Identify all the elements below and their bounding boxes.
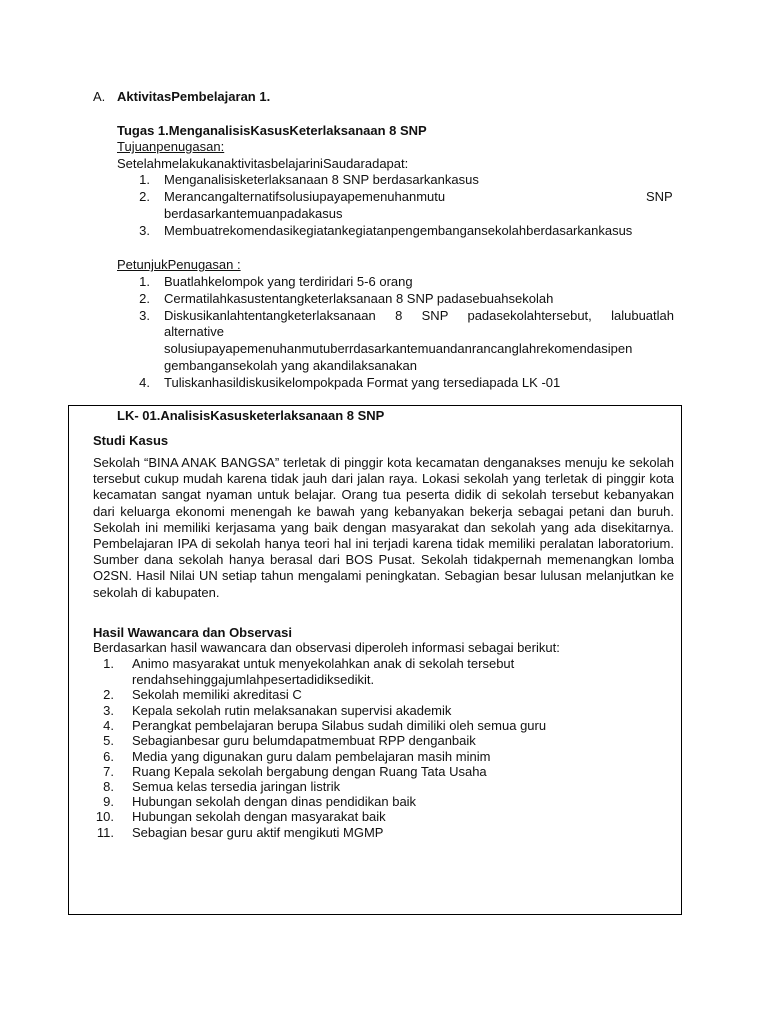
instruction-number: 2. <box>139 291 150 306</box>
finding-number: 9. <box>103 794 114 809</box>
finding-text: Hubungan sekolah dengan dinas pendidikan baik <box>132 794 417 809</box>
observation-intro: Berdasarkan hasil wawancara dan observasi diperoleh informasi sebagai berikut: <box>93 640 560 655</box>
instruction-number: 3. <box>139 308 150 323</box>
finding-text: Animo masyarakat untuk menyekolahkan anak di sekolah tersebut <box>132 656 515 671</box>
section-letter: A. <box>93 89 106 104</box>
finding-text-cont: rendahsehinggajumlahpesertadidiksedikit. <box>132 672 375 687</box>
task-title: Tugas 1.MenganalisisKasusKeterlaksanaan 8 SNP <box>117 123 427 138</box>
finding-text: Perangkat pembelajaran berupa Silabus sudah dimiliki oleh semua guru <box>132 718 547 733</box>
finding-text: Sebagian besar guru aktif mengikuti MGMP <box>132 825 384 840</box>
finding-text: Sekolah memiliki akreditasi C <box>132 687 302 702</box>
goal-number: 2. <box>139 189 150 204</box>
goal-number: 1. <box>139 172 150 187</box>
finding-text: Sebagianbesar guru belumdapatmembuat RPP denganbaik <box>132 733 476 748</box>
case-paragraph: Sekolah “BINA ANAK BANGSA” terletak di pinggir kota kecamatan denganakses menuju ke sekolah tersebut cukup mudah karena tidak jauh dari jalan raya. Lokasi sekolah yang terletak di pinggir kota kecamatan sangat nyaman untuk belajar. Orang tua peserta didik di sekolah tersebut kebanyakan dari keluarga ekonomi menengah ke bawah yang kebanyakan bekerja sebagai petani dan buruh. Sekolah ini memiliki kerjasama yang baik dengan masyarakat dan sekolah yang ada disekitarnya. Pembelajaran IPA di sekolah hanya teori hal ini terjadi karena tidak memiliki peralatan laboratorium. Sumber dana sekolah hanya berasal dari BOS Pusat. Sekolah tidakpernah memenangkan lomba O2SN. Hasil Nilai UN setiap tahun mengalami peningkatan. Sebagian besar lulusan melanjutkan ke sekolah di kabupaten. <box>93 455 674 600</box>
goal-text-cont: berdasarkantemuanpadakasus <box>164 206 343 221</box>
instruction-text: Diskusikanlahtentangketerlaksanaan 8 SNP padasekolahtersebut, lalubuatlah <box>164 308 674 323</box>
instruction-text: Cermatilahkasustentangketerlaksanaan 8 SNP padasebuahsekolah <box>164 291 554 306</box>
goal-text-right: SNP <box>646 189 673 204</box>
worksheet-title: LK- 01.AnalisisKasusketerlaksanaan 8 SNP <box>117 408 385 423</box>
instruction-number: 1. <box>139 274 150 289</box>
goal-number: 3. <box>139 223 150 238</box>
instruction-text: Buatlahkelompok yang terdiridari 5-6 orang <box>164 274 413 289</box>
finding-text: Hubungan sekolah dengan masyarakat baik <box>132 809 386 824</box>
goal-intro: SetelahmelakukanaktivitasbelajariniSaudaradapat: <box>117 156 409 171</box>
finding-number: 10. <box>95 809 114 824</box>
case-heading: Studi Kasus <box>93 433 169 448</box>
finding-text: Media yang digunakan guru dalam pembelajaran masih minim <box>132 749 491 764</box>
finding-number: 1. <box>103 656 114 671</box>
observation-heading: Hasil Wawancara dan Observasi <box>93 625 292 640</box>
finding-number: 2. <box>103 687 114 702</box>
finding-text: Semua kelas tersedia jaringan listrik <box>132 779 341 794</box>
finding-number: 4. <box>103 718 114 733</box>
finding-text: Ruang Kepala sekolah bergabung dengan Ruang Tata Usaha <box>132 764 487 779</box>
instruction-text: Tuliskanhasildiskusikelompokpada Format yang tersediapada LK -01 <box>164 375 561 390</box>
instruction-text-cont: gembangansekolah yang akandilaksanakan <box>164 358 417 373</box>
goal-text: Membuatrekomendasikegiatankegiatanpengembangansekolahberdasarkankasus <box>164 223 633 238</box>
finding-number: 5. <box>103 733 114 748</box>
section-title: AktivitasPembelajaran 1. <box>117 89 271 104</box>
finding-number: 6. <box>103 749 114 764</box>
finding-number: 3. <box>103 703 114 718</box>
instruction-text-cont: solusiupayapemenuhanmutuberrdasarkantemuandanrancanglahrekomendasipen <box>164 341 633 356</box>
finding-number: 8. <box>103 779 114 794</box>
goal-text: Menganalisisketerlaksanaan 8 SNP berdasarkankasus <box>164 172 479 187</box>
instruction-number: 4. <box>139 375 150 390</box>
goal-text: Merancangalternatifsolusiupayapemenuhanmutu <box>164 189 446 204</box>
finding-number: 7. <box>103 764 114 779</box>
goal-label: Tujuanpenugasan: <box>117 139 225 154</box>
finding-number: 11. <box>96 825 114 840</box>
instructions-label: PetunjukPenugasan : <box>117 257 241 272</box>
instruction-text-cont: alternative <box>164 324 224 339</box>
finding-text: Kepala sekolah rutin melaksanakan supervisi akademik <box>132 703 452 718</box>
